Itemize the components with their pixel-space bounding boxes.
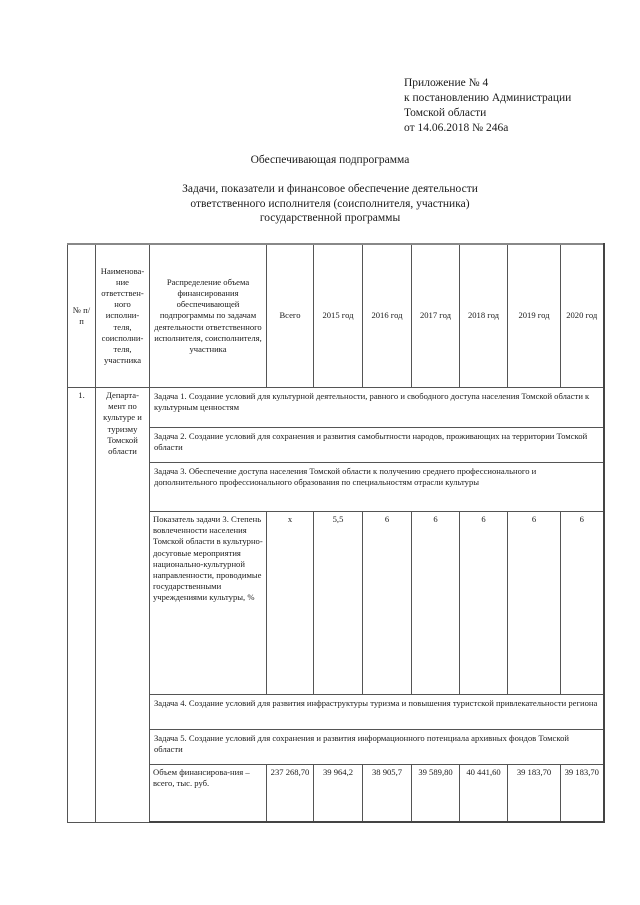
appendix-header bbox=[404, 76, 571, 136]
appendix-resolution: к постановлению Администрации bbox=[404, 92, 572, 104]
indicator-2017: 6 bbox=[412, 512, 460, 695]
task-1: Задача 1. Создание условий для культурной деятельности, равного и свободного доступа населения Томской области к культурным ценностям bbox=[150, 388, 604, 428]
task-3: Задача 3. Обеспечение доступа населения Томской области к получению среднего профессионального и дополнительного профессионального образования по специальностям отрасли культуры bbox=[150, 463, 604, 512]
header-year-2018: 2018 год bbox=[460, 244, 508, 388]
indicator-total: х bbox=[267, 512, 314, 695]
header-total: Всего bbox=[267, 244, 314, 388]
header-year-2017: 2017 год bbox=[412, 244, 460, 388]
header-year-2019: 2019 год bbox=[508, 244, 561, 388]
header-num: № п/п bbox=[68, 244, 96, 388]
indicator-2019: 6 bbox=[508, 512, 561, 695]
task-2: Задача 2. Создание условий для сохранения и развития самобытности народов, проживающих на территории Томской области bbox=[150, 428, 604, 463]
funding-label: Объем финансирова-ния – всего, тыс. руб. bbox=[150, 765, 267, 823]
header-year-2016: 2016 год bbox=[363, 244, 412, 388]
row-executor: Департа-мент по культуре и туризму Томской области bbox=[96, 388, 150, 823]
appendix-number: Приложение № 4 bbox=[404, 77, 489, 89]
heading-line-2: ответственного исполнителя (соисполнителя, участника) bbox=[190, 197, 470, 210]
indicator-2015: 5,5 bbox=[314, 512, 363, 695]
indicator-2018: 6 bbox=[460, 512, 508, 695]
row-num: 1. bbox=[68, 388, 96, 823]
appendix-region: Томской области bbox=[404, 107, 487, 119]
task-4: Задача 4. Создание условий для развития инфраструктуры туризма и повышения туристской привлекательности региона bbox=[150, 695, 604, 730]
heading-line-1: Задачи, показатели и финансовое обеспечение деятельности bbox=[182, 183, 478, 195]
funding-2018: 40 441,60 bbox=[460, 765, 508, 823]
heading-line-3: государственной программы bbox=[259, 212, 401, 224]
funding-2020: 39 183,70 bbox=[561, 765, 604, 823]
funding-2017: 39 589,80 bbox=[412, 765, 460, 823]
header-row bbox=[68, 244, 604, 388]
funding-2016: 38 905,7 bbox=[363, 765, 412, 823]
indicator-2020: 6 bbox=[561, 512, 604, 695]
header-distribution: Распределение объема финансирования обеспечивающей подпрограммы по задачам деятельности ответственного исполнителя, соисполнителя, участника bbox=[150, 244, 267, 388]
header-executor: Наименова-ние ответствен-ного исполни-теля, соисполни-теля, участника bbox=[96, 244, 150, 388]
header-year-2020: 2020 год bbox=[561, 244, 604, 388]
appendix-date: от 14.06.2018 № 246а bbox=[404, 122, 509, 134]
document-heading bbox=[0, 182, 640, 226]
task-row bbox=[68, 388, 604, 428]
indicator-label: Показатель задачи 3. Степень вовлеченности населения Томской области в культурно-досуговые мероприятия национально-культурной направленности, проводимые государственными учреждениями культуры, % bbox=[150, 512, 267, 695]
funding-2019: 39 183,70 bbox=[508, 765, 561, 823]
indicator-2016: 6 bbox=[363, 512, 412, 695]
funding-2015: 39 964,2 bbox=[314, 765, 363, 823]
task-5: Задача 5. Создание условий для сохранения и развития информационного потенциала архивных фондов Томской области bbox=[150, 730, 604, 765]
header-year-2015: 2015 год bbox=[314, 244, 363, 388]
funding-total: 237 268,70 bbox=[267, 765, 314, 823]
subprogram-title: Обеспечивающая подпрограмма bbox=[250, 154, 410, 166]
tasks-table bbox=[67, 243, 605, 823]
